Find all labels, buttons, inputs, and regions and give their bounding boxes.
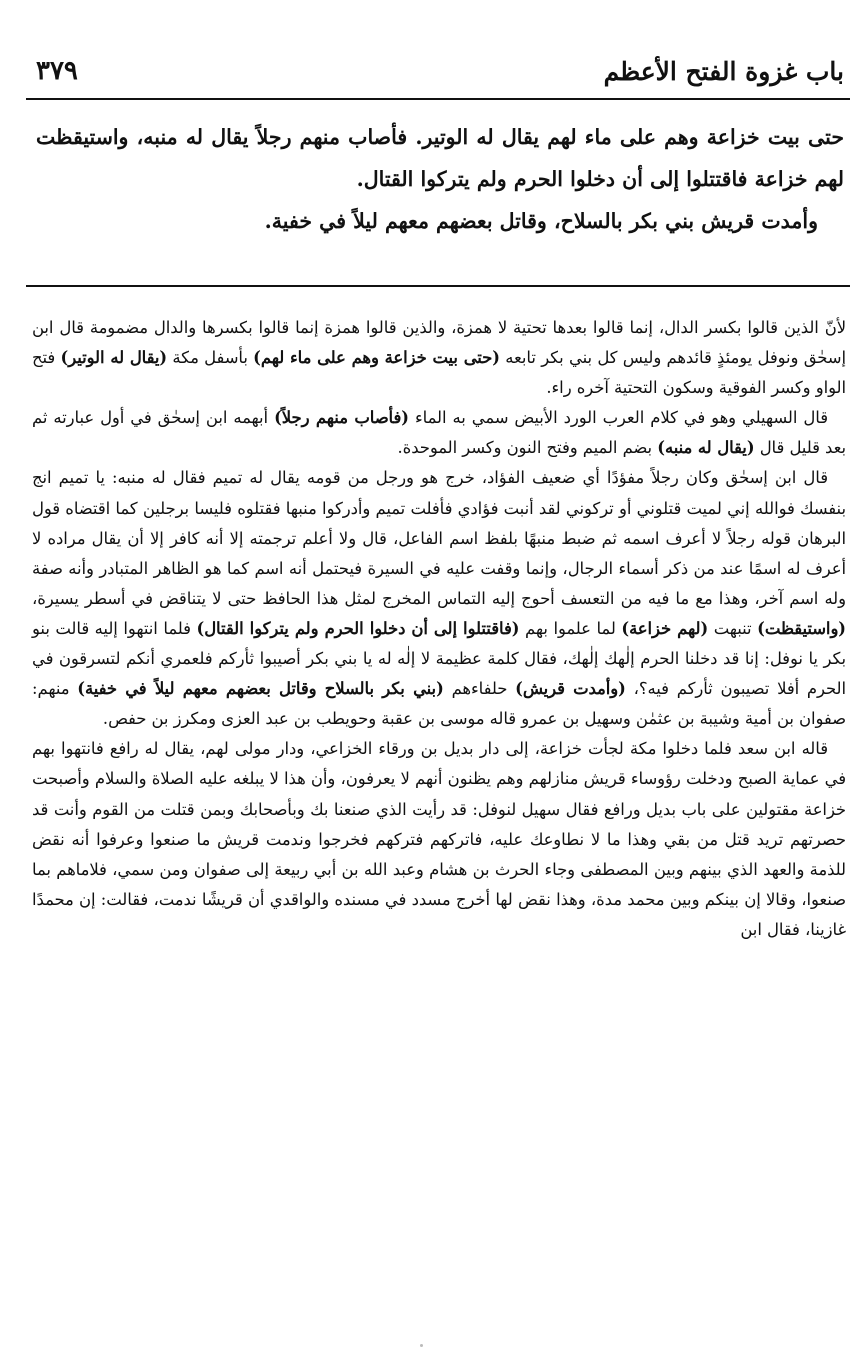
scan-speck (420, 1344, 423, 1347)
quoted-main-text: (يقال له الوتير) (60, 348, 168, 368)
commentary-paragraph: قاله ابن سعد فلما دخلوا مكة لجأت خزاعة، إلى دار بديل بن ورقاء الخزاعي، ودار مولى لهم، يقال له رافع فانتهوا بهم في عماية الصبح ودخلت رؤوساء قريش منازلهم وهم يظنون أنهم لا يعرفون، وأن هذا لا يبلغه عليه الصلاة والسلام وأصبحت خزاعة مقتولين على باب بديل ورافع فقال سهيل لنوفل: قد رأيت الذي صنعنا بك وبأصحابك وبمن قتلت من القوم وأنت قد حصرتهم تريد قتل من بقي وهذا ما لا نطاوعك عليه، فاتركهم فتركهم فخرجوا وندمت قريش ما صنعوا وعرفوا أنه نقض للذمة والعهد الذي بينهم وبين المصطفى وجاء الحرث بن هشام وعبد الله بن أبي ربيعة إلى صفوان ومن سمي، فلاماهم بما صنعوا، وقالا إن بينكم وبين محمد مدة، وهذا نقض لها أخرج مسدد في مسنده والواقدي أن قريشًا ندمت، فقالت: إن محمدًا غازينا، فقال ابن (32, 739, 846, 939)
quoted-main-text: (لهم خزاعة) (621, 618, 709, 638)
header-rule (26, 98, 850, 100)
commentary-text-run: منهم: صفوان بن أمية وشيبة بن عثمٰن وسهيل بن عمرو قاله موسى بن عقبة وحويطب بن عبد العزى ومكرز بن حفص. (32, 679, 846, 729)
commentary-text-run: تنبهت (708, 618, 758, 638)
quoted-main-text: (فاقتتلوا إلى أن دخلوا الحرم ولم يتركوا القتال) (196, 618, 520, 638)
commentary-text-run: فلما انتهوا إليه قالت بنو بكر يا نوفل: إنا قد دخلنا الحرم إلٰهك إلٰهك، فقال كلمة عظيمة لا إلٰه له يا بني بكر أصيبوا ثأركم فلعمري أنكم لتسرقون في الحرم أفلا تصيبون ثأركم فيه؟، (32, 618, 846, 699)
main-text (36, 116, 844, 242)
main-text-paragraph: وأمدت قريش بني بكر بالسلاح، وقاتل بعضهم معهم ليلاً في خفية. (264, 209, 818, 233)
commentary-paragraph (32, 313, 846, 403)
page-number: ٣٧٩ (36, 56, 78, 86)
quoted-main-text: (وأمدت قريش) (515, 679, 626, 699)
commentary-text-run: حلفاءهم (443, 679, 516, 699)
quoted-main-text: (يقال له منبه) (657, 438, 755, 458)
quoted-main-text: (فأصاب منهم رجلاً) (274, 408, 409, 428)
commentary-text-run: لما علموا بهم (519, 618, 622, 638)
commentary-text-run: قال السهيلي وهو في كلام العرب الورد الأبيض سمي به الماء (408, 408, 828, 428)
commentary-text-run: بضم الميم وفتح النون وكسر الموحدة. (397, 438, 658, 458)
page-header (36, 48, 844, 94)
commentary-text-run: قال ابن إسحٰق وكان رجلاً مفؤدًا أي ضعيف الفؤاد، خرج هو ورجل من قومه يقال له تميم فقال له منبه: يا تميم انج بنفسك فوالله إني لميت قتلوني أو تركوني لقد أنبت فؤادي فأفلت تميم وأدركوا منبها فقتلوه فليسا برجلين كما اقتضاه قول البرهان قوله رجلاً لا أعرف اسمه ثم ضبط منبهًا بلفظ اسم الفاعل، قال ولا أعلم ترجمته إلا أنه كافر إلا أن يقال مراده لا أعرف له اسمًا عند من ذكر أسماء الرجال، وإنما وقفت عليه في السيرة فيحتمل أنه اسم كما هو الظاهر المتبادر وأنه صفة وله اسم آخر، وهذا مع ما فيه من التعسف أحوج إليه التماس المخرج لمثل هذا الحافظ حتى لا يتناقض في أسطر يسيرة، (32, 468, 846, 608)
commentary-separator-rule (26, 285, 850, 287)
commentary-text (32, 313, 846, 945)
commentary-text-run: بأسفل مكة (167, 348, 254, 368)
commentary-paragraph (32, 403, 846, 463)
chapter-title: باب غزوة الفتح الأعظم (603, 56, 844, 86)
quoted-main-text: (حتى بيت خزاعة وهم على ماء لهم) (253, 348, 500, 368)
commentary-text-run: فتح الواو وكسر الفوقية وسكون التحتية آخره راء. (32, 348, 846, 398)
commentary-text-run: لأنّ الذين قالوا بكسر الدال، إنما قالوا بعدها تحتية لا همزة، والذين قالوا همزة إنما قالوا بكسرها والدال مضمومة قال ابن إسحٰق ونوفل يومئذٍ قائدهم وليس كل بني بكر تابعه (32, 318, 846, 368)
main-text-paragraph: حتى بيت خزاعة وهم على ماء لهم يقال له الوتير. فأصاب منهم رجلاً يقال له منبه، واستيقظت لهم خزاعة فاقتتلوا إلى أن دخلوا الحرم ولم يتركوا القتال. (36, 125, 844, 191)
commentary-text-run: أبهمه ابن إسحٰق في أول عبارته ثم بعد قليل قال (32, 408, 846, 458)
quoted-main-text: (بني بكر بالسلاح وقاتل بعضهم معهم ليلاً في خفية) (77, 679, 444, 699)
commentary-paragraph (32, 463, 846, 734)
quoted-main-text: (واستيقظت) (757, 618, 847, 638)
